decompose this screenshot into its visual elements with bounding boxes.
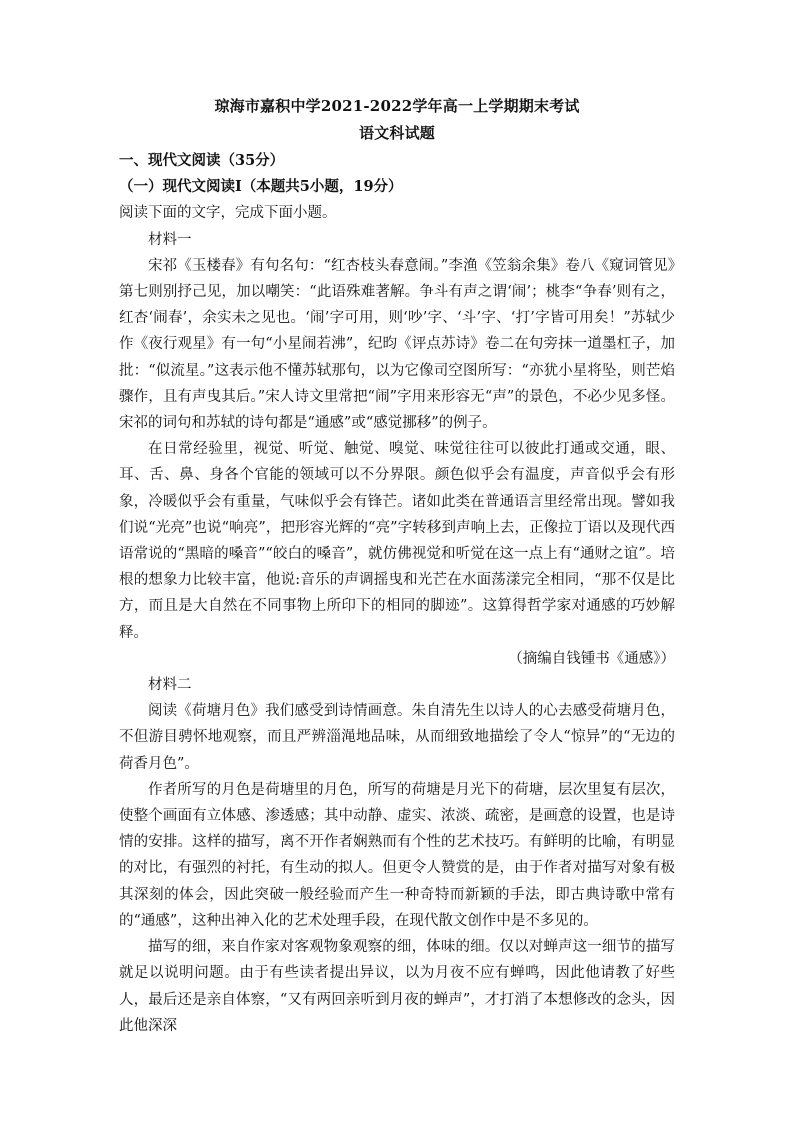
material1-paragraph-2: 在日常经验里，视觉、听觉、触觉、嗅觉、味觉往往可以彼此打通或交通，眼、耳、舌、鼻、身各个官能的领域可以不分界限。颜色似乎会有温度，声音似乎会有形象，冷暖似乎会有重量，气味似乎会有锋芒。诸如此类在普通语言里经常出现。譬如我们说“光亮”也说“响亮”，把形容光辉的“亮”字转移到声响上去，正像拉丁语以及现代西语常说的“黑暗的嗓音”“皎白的嗓音”，就仿佛视觉和听觉在这一点上有“通财之谊”。培根的想象力比较丰富，他说:音乐的声调摇曳和光芒在水面荡漾完全相同，“那不仅是比方，而且是大自然在不同事物上所印下的相同的脚迹”。这算得哲学家对通感的巧妙解释。 [119,441,675,641]
material2-paragraph-3: 描写的细，来自作家对客观物象观察的细，体味的细。仅以对蝉声这一细节的描写就足以说明问题。由于有些读者提出异议，以为月夜不应有蝉鸣，因此他请教了好些人，最后还是亲自体察，“又有两回亲听到月夜的蝉声”，才打消了本想修改的念头，因此他深深 [119,939,675,1034]
instruction-text: 阅读下面的文字，完成下面小题。 [119,205,337,222]
section-heading: 一、现代文阅读（35分） [119,152,285,169]
exam-subtitle: 语文科试题 [358,124,435,142]
exam-body [119,148,675,1039]
exam-title: 琼海市嘉积中学2021-2022学年高一上学期期末考试 [214,97,580,115]
material1-source: （摘编自钱锺书《通感》） [508,650,675,667]
material1-label: 材料一 [148,231,192,248]
material2-label: 材料二 [148,677,192,694]
material1-paragraph-1: 宋祁《玉楼春》有句名句：“红杏枝头春意闹。”李渔《笠翁余集》卷八《窥词管见》第七则别抒己见，加以嘲笑：“此语殊难著解。争斗有声之谓‘闹’；桃李“争春’则有之，红杏‘闹春’，余实未之见也。‘闹’字可用，则‘吵’字、‘斗’字、‘打’字皆可用矣！”苏轼少作《夜行观星》有一句“小星闹若沸”，纪昀《评点苏诗》卷二在句旁抹一道墨杠子，加批：“似流星。”这表示他不懂苏轼那句，以为它像司空图所写：“亦犹小星将坠，则芒焰骤作，且有声曳其后。”宋人诗文里常把“闹”字用来形容无“声”的景色，不必少见多怪。宋祁的词句和苏轼的诗句都是“通感”或“感觉挪移”的例子。 [119,257,675,432]
material2-paragraph-1: 阅读《荷塘月色》我们感受到诗情画意。朱自清先生以诗人的心去感受荷塘月色，不但游目骋怀地观察，而且严辨淄渑地品味，从而细致地描绘了令人“惊异”的“无边的荷香月色”。 [119,703,675,772]
subsection-heading: （一）现代文阅读Ⅰ（本题共5小题，19分） [119,178,403,196]
material2-paragraph-2: 作者所写的月色是荷塘里的月色，所写的荷塘是月光下的荷塘，层次里复有层次，使整个画面有立体感、渗透感；其中动静、虚实、浓淡、疏密，是画意的设置，也是诗情的安排。这样的描写，离不开作者娴熟而有个性的艺术技巧。有鲜明的比喻，有明显的对比，有强烈的衬托，有生动的拟人。但更令人赞赏的是，由于作者对描写对象有极其深刻的体会，因此突破一般经验而产生一种奇特而新颖的手法，即古典诗歌中常有的“通感”，这种出神入化的艺术处理手段，在现代散文创作中是不多见的。 [119,781,675,929]
